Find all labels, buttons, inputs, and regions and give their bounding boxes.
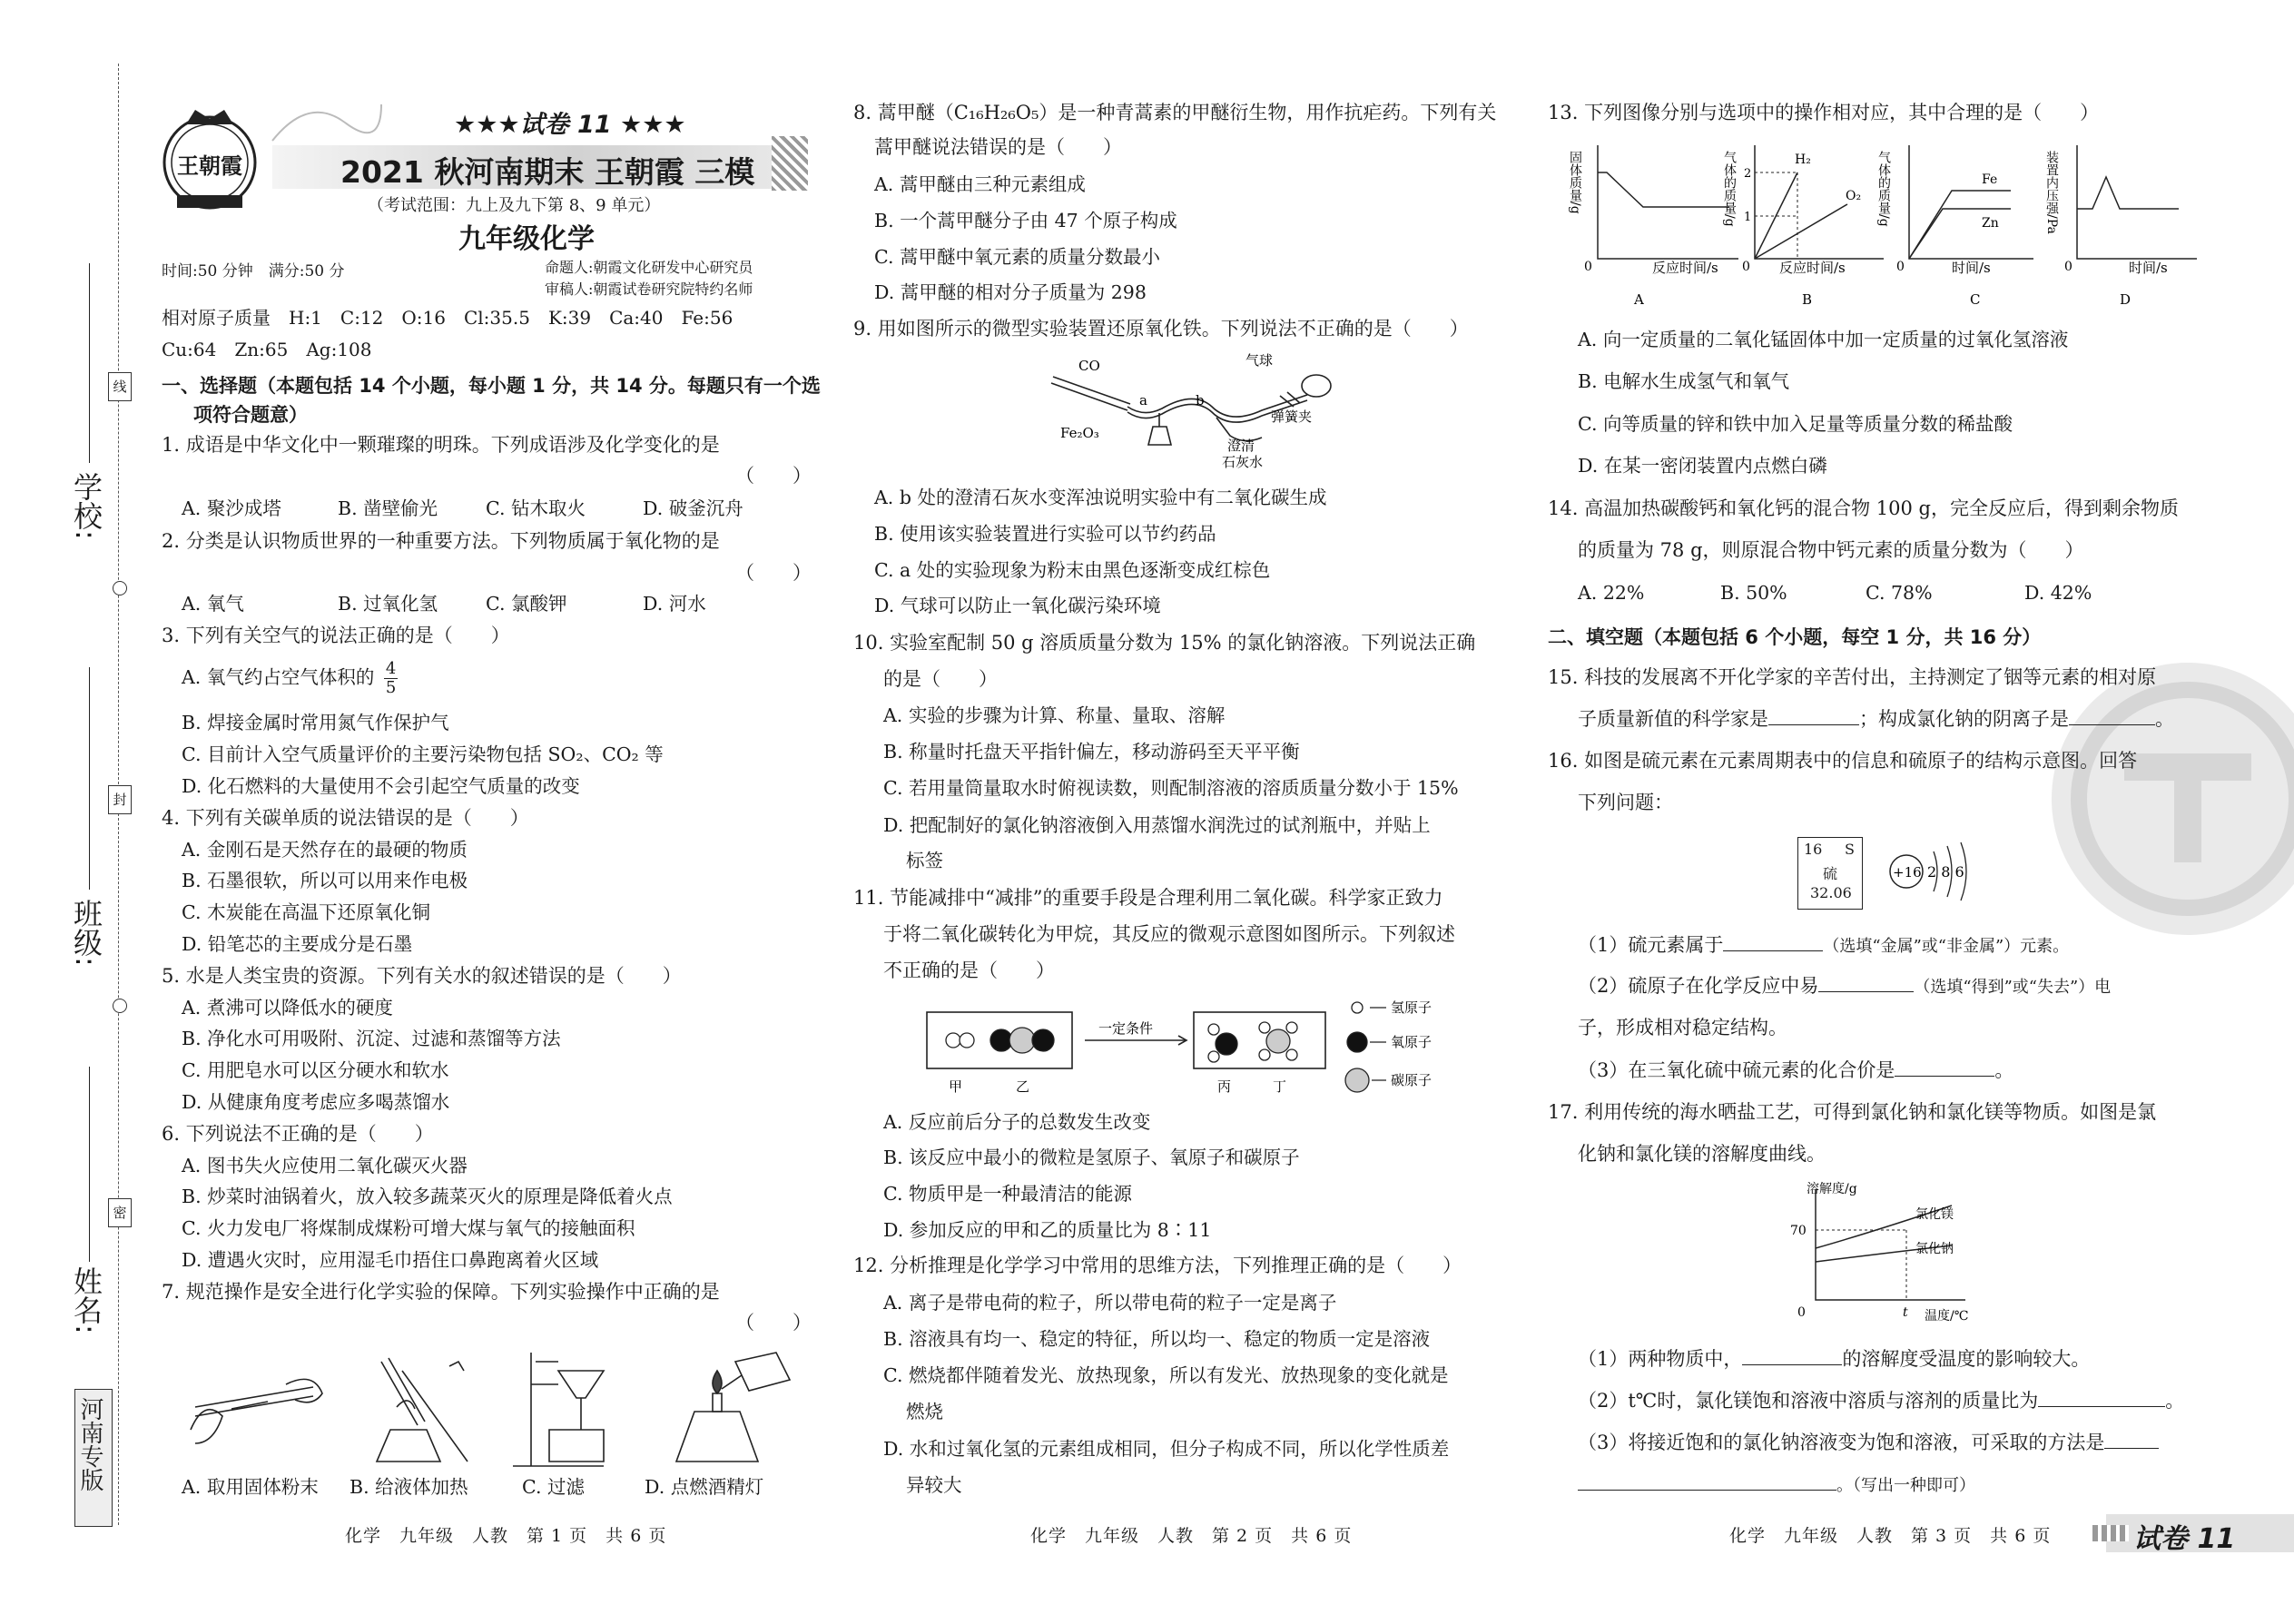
q11-molecule-yi bbox=[990, 1028, 1054, 1053]
school-field[interactable] bbox=[89, 263, 90, 463]
q17-p3 bbox=[1578, 1425, 2159, 1460]
q3-option-d[interactable]: D. 化石燃料的大量使用不会引起空气质量的改变 bbox=[182, 775, 580, 797]
q17-p2-b: 。 bbox=[2165, 1390, 2185, 1412]
footer-squares bbox=[2092, 1525, 2129, 1541]
q11-label-bing: 丙 bbox=[1217, 1078, 1232, 1095]
q11-option-d[interactable]: D. 参加反应的甲和乙的质量比为 8∶11 bbox=[883, 1219, 1212, 1241]
q11-stem-cont1: 于将二氧化碳转化为甲烷，其反应的微观示意图如图所示。下列叙述 bbox=[883, 923, 1455, 945]
q16-p3-a: （3）在三氧化硫中硫元素的化合价是 bbox=[1578, 1059, 1895, 1081]
footer-page1: 化学 九年级 人教 第 1 页 共 6 页 bbox=[345, 1526, 667, 1546]
q13-c-letter: C bbox=[1970, 291, 1981, 308]
q13-b-h2: H₂ bbox=[1795, 153, 1811, 167]
q11-option-b[interactable]: B. 该反应中最小的微粒是氢原子、氧原子和碳原子 bbox=[883, 1147, 1300, 1168]
q7-option-a[interactable]: A. 取用固体粉末 bbox=[182, 1476, 319, 1498]
q17-p3-b: 。（写出一种即可） bbox=[1836, 1476, 1975, 1495]
q9-label-fe2o3: Fe₂O₃ bbox=[1060, 425, 1099, 441]
q13-option-a[interactable]: A. 向一定质量的二氧化锰固体中加一定质量的过氧化氢溶液 bbox=[1578, 329, 2069, 350]
time-info: 时间:50 分钟 满分:50 分 bbox=[162, 262, 345, 281]
q13-a-ylabel: 固体质量/g bbox=[1568, 151, 1582, 214]
q17-p2-a: （2）t℃时，氯化镁饱和溶液中溶质与溶剂的质量比为 bbox=[1578, 1390, 2039, 1412]
q17-solubility-graph bbox=[1770, 1180, 1988, 1325]
binding-dot-2 bbox=[113, 999, 127, 1013]
q9-apparatus bbox=[1044, 354, 1334, 477]
school-label: 学校: bbox=[69, 472, 103, 540]
q1-answer-paren[interactable]: （ ） bbox=[735, 465, 812, 487]
q3-option-b[interactable]: B. 焊接金属时常用氮气作保护气 bbox=[182, 712, 449, 733]
q16-cell-symbol: S bbox=[1845, 841, 1855, 858]
q17-p1-b: 的溶解度受温度的影响较大。 bbox=[1842, 1348, 2091, 1370]
q13-c-ylabel: 气体的质量/g bbox=[1876, 151, 1891, 227]
q17-blank-3b[interactable] bbox=[1578, 1468, 1836, 1491]
q12-option-c-cont: 燃烧 bbox=[906, 1401, 943, 1422]
q2-option-d[interactable]: D. 河水 bbox=[643, 593, 706, 615]
brand-logo-text: 王朝霞 bbox=[177, 153, 242, 179]
q4-option-a[interactable]: A. 金刚石是天然存在的最硬的物质 bbox=[182, 839, 468, 861]
q5-option-d[interactable]: D. 从健康角度考虑应多喝蒸馏水 bbox=[182, 1091, 450, 1113]
q15-text-b: ；构成氯化钠的阴离子是 bbox=[1859, 708, 2069, 730]
q10-option-d[interactable]: D. 把配制好的氯化钠溶液倒入用蒸馏水润洗过的试剂瓶中，并贴上 bbox=[883, 814, 1431, 836]
header-checker bbox=[772, 136, 808, 191]
q12-option-b[interactable]: B. 溶液具有均一、稳定的特征，所以均一、稳定的物质一定是溶液 bbox=[883, 1328, 1431, 1350]
q14-option-b[interactable]: B. 50% bbox=[1720, 582, 1787, 604]
q11-legend-h: 氢原子 bbox=[1391, 999, 1433, 1016]
q4-option-b[interactable]: B. 石墨很软，所以可以用来作电极 bbox=[182, 870, 468, 891]
q11-label-jia: 甲 bbox=[949, 1078, 963, 1095]
q17-t-label: t bbox=[1903, 1305, 1908, 1320]
q15-text-a: 子质量新值的科学家是 bbox=[1578, 708, 1768, 730]
q7-stem: 7. 规范操作是安全进行化学实验的保障。下列实验操作中正确的是 bbox=[162, 1281, 720, 1303]
q13-b-ylabel: 气体的质量/g bbox=[1722, 151, 1737, 227]
q17-y70: 70 bbox=[1790, 1224, 1807, 1238]
q13-b-origin: 0 bbox=[1742, 260, 1750, 274]
binding-dot-1 bbox=[113, 581, 127, 595]
q9-label-b: b bbox=[1196, 392, 1205, 408]
q1-stem: 1. 成语是中华文化中一颗璀璨的明珠。下列成语涉及化学变化的是 bbox=[162, 434, 720, 456]
q3-stem: 3. 下列有关空气的说法正确的是（ ） bbox=[162, 625, 510, 646]
q13-b-tick1: 1 bbox=[1744, 211, 1752, 224]
q13-c-zn: Zn bbox=[1982, 216, 1999, 231]
q8-option-c[interactable]: C. 蒿甲醚中氧元素的质量分数最小 bbox=[874, 246, 1160, 268]
q17-xlabel: 温度/℃ bbox=[1925, 1309, 1969, 1324]
q11-legend-h-mark bbox=[1352, 1002, 1363, 1013]
exam-tag: ★★★试卷 11 ★★★ bbox=[454, 111, 686, 139]
q14-option-a[interactable]: A. 22% bbox=[1578, 582, 1645, 604]
q5-option-a[interactable]: A. 煮沸可以降低水的硬度 bbox=[182, 997, 393, 1019]
q5-option-b[interactable]: B. 净化水可用吸附、沉淀、过滤和蒸馏等方法 bbox=[182, 1028, 561, 1049]
reviewer-info: 审稿人:朝霞试卷研究院特约名师 bbox=[545, 281, 753, 298]
q17-nacl-label: 氯化钠 bbox=[1915, 1242, 1954, 1256]
q7-fig-c-filter bbox=[513, 1353, 604, 1466]
name-label: 姓名: bbox=[69, 1266, 103, 1334]
q7-option-b[interactable]: B. 给液体加热 bbox=[350, 1476, 468, 1498]
q14-option-c[interactable]: C. 78% bbox=[1866, 582, 1933, 604]
q13-d-curve bbox=[2077, 177, 2179, 209]
q7-option-c[interactable]: C. 过滤 bbox=[522, 1476, 585, 1498]
watermark-seal bbox=[2024, 654, 2288, 953]
q13-a-curve bbox=[1598, 172, 1729, 207]
q17-p3-cont bbox=[1578, 1467, 1975, 1503]
q15-blank-1[interactable] bbox=[1768, 703, 1859, 725]
q3-option-c[interactable]: C. 目前计入空气质量评价的主要污染物包括 SO₂、CO₂ 等 bbox=[182, 743, 664, 765]
class-field[interactable] bbox=[89, 667, 90, 890]
q2-stem: 2. 分类是认识物质世界的一种重要方法。下列物质属于氧化物的是 bbox=[162, 530, 720, 552]
q1-option-b[interactable]: B. 凿壁偷光 bbox=[338, 497, 438, 519]
q9-label-clamp: 弹簧夹 bbox=[1271, 408, 1313, 425]
q13-d-origin: 0 bbox=[2064, 260, 2072, 274]
q16-cell-mass: 32.06 bbox=[1810, 884, 1852, 901]
q9-option-a[interactable]: A. b 处的澄清石灰水变浑浊说明实验中有二氧化碳生成 bbox=[874, 487, 1327, 508]
q9-label-balloon: 气球 bbox=[1245, 352, 1274, 369]
q13-c-fe: Fe bbox=[1982, 172, 1998, 187]
q4-option-c[interactable]: C. 木炭能在高温下还原氧化铜 bbox=[182, 901, 430, 923]
cut-mark-seal: 封 bbox=[108, 785, 132, 814]
q12-option-c[interactable]: C. 燃烧都伴随着发光、放热现象，所以有发光、放热现象的变化就是 bbox=[883, 1364, 1449, 1386]
q15-line2 bbox=[1578, 702, 2174, 736]
q16-cell-name: 硫 bbox=[1823, 865, 1838, 882]
q16-p1 bbox=[1578, 928, 2069, 964]
exam-title: 2021 秋河南期末 王朝霞 三模 bbox=[340, 154, 755, 190]
q17-blank-1[interactable] bbox=[1742, 1343, 1842, 1365]
q17-p1-a: （1）两种物质中， bbox=[1578, 1348, 1743, 1370]
exam-scope: （考试范围：九上及九下第 8、9 单元） bbox=[368, 196, 661, 215]
q13-d-xlabel: 时间/s bbox=[2129, 260, 2168, 276]
q7-fig-a-powder bbox=[191, 1379, 322, 1443]
q13-d-ylabel: 装置内压强/Pa bbox=[2044, 151, 2059, 234]
q10-option-b[interactable]: B. 称量时托盘天平指针偏左，移动游码至天平平衡 bbox=[883, 741, 1300, 763]
q11-label-ding: 丁 bbox=[1273, 1078, 1287, 1095]
q6-option-b[interactable]: B. 炒菜时油锅着火，放入较多蔬菜灭火的原理是降低着火点 bbox=[182, 1186, 673, 1207]
q11-legend-o: 氧原子 bbox=[1391, 1034, 1433, 1050]
q5-option-c[interactable]: C. 用肥皂水可以区分硬水和软水 bbox=[182, 1059, 449, 1081]
q8-stem-cont: 蒿甲醚说法错误的是（ ） bbox=[874, 136, 1122, 158]
q10-stem: 10. 实验室配制 50 g 溶质质量分数为 15% 的氯化钠溶液。下列说法正确 bbox=[853, 632, 1476, 654]
q13-option-c[interactable]: C. 向等质量的锌和铁中加入足量等质量分数的稀盐酸 bbox=[1578, 413, 2013, 435]
q17-p2 bbox=[1578, 1383, 2184, 1418]
q15-text-c: 。 bbox=[2155, 708, 2174, 730]
q17-p3-a: （3）将接近饱和的氯化钠溶液变为饱和溶液，可采取的方法是 bbox=[1578, 1432, 2105, 1453]
q16-nucleus: +16 bbox=[1893, 864, 1922, 881]
q10-option-c[interactable]: C. 若用量筒量取水时俯视读数，则配制溶液的溶质质量分数小于 15% bbox=[883, 777, 1459, 799]
q16-p1-a: （1）硫元素属于 bbox=[1578, 934, 1724, 956]
q2-option-b[interactable]: B. 过氧化氢 bbox=[338, 593, 438, 615]
q9-option-d[interactable]: D. 气球可以防止一氧化碳污染环境 bbox=[874, 595, 1161, 616]
q11-label-yi: 乙 bbox=[1016, 1078, 1030, 1095]
q16-shells: 2 8 6 bbox=[1927, 863, 1964, 881]
section1-heading-cont: 项符合题意） bbox=[193, 404, 308, 426]
q17-line1: 17. 利用传统的海水晒盐工艺，可得到氯化钠和氯化镁等物质。如图是氯 bbox=[1548, 1101, 2157, 1123]
q5-stem: 5. 水是人类宝贵的资源。下列有关水的叙述错误的是（ ） bbox=[162, 965, 682, 987]
q9-option-b[interactable]: B. 使用该实验装置进行实验可以节约药品 bbox=[874, 523, 1216, 545]
q17-line2: 化钠和氯化镁的溶解度曲线。 bbox=[1578, 1143, 1826, 1165]
q11-stem-cont2: 不正确的是（ ） bbox=[883, 960, 1055, 981]
q10-option-d-cont: 标签 bbox=[906, 850, 943, 871]
q13-b-o2: O₂ bbox=[1846, 189, 1862, 203]
atomic-mass-line2: Cu:64 Zn:65 Ag:108 bbox=[162, 339, 372, 360]
q8-option-b[interactable]: B. 一个蒿甲醚分子由 47 个原子构成 bbox=[874, 210, 1177, 231]
q11-option-c[interactable]: C. 物质甲是一种最清洁的能源 bbox=[883, 1183, 1132, 1205]
q16-cell-number: 16 bbox=[1804, 841, 1823, 858]
q3-fraction-num: 4 bbox=[385, 659, 397, 678]
q8-option-d[interactable]: D. 蒿甲醚的相对分子质量为 298 bbox=[874, 281, 1147, 303]
q13-option-b[interactable]: B. 电解水生成氢气和氧气 bbox=[1578, 370, 1790, 392]
q6-stem: 6. 下列说法不正确的是（ ） bbox=[162, 1123, 434, 1145]
q16-p2-b: （选填“得到”或“失去”）电 bbox=[1914, 978, 2112, 997]
class-label: 班级: bbox=[69, 899, 103, 967]
q9-option-c[interactable]: C. a 处的实验现象为粉末由黑色逐渐变成红棕色 bbox=[874, 559, 1271, 581]
subject-title: 九年级化学 bbox=[458, 223, 595, 255]
q13-graph-c bbox=[1876, 136, 2038, 313]
q17-blank-3a[interactable] bbox=[2104, 1426, 2159, 1449]
q16-p2-a: （2）硫原子在化学反应中易 bbox=[1578, 975, 1819, 997]
cut-mark-secret: 密 bbox=[108, 1198, 132, 1227]
q3-option-a[interactable] bbox=[182, 660, 398, 697]
q14-option-d[interactable]: D. 42% bbox=[2024, 582, 2092, 604]
q6-option-c[interactable]: C. 火力发电厂将煤制成煤粉可增大煤与氧气的接触面积 bbox=[182, 1217, 635, 1239]
author-info: 命题人:朝霞文化研发中心研究员 bbox=[545, 259, 753, 276]
q13-a-xlabel: 反应时间/s bbox=[1652, 260, 1718, 276]
q16-p2 bbox=[1578, 969, 2111, 1005]
q13-b-letter: B bbox=[1802, 291, 1813, 308]
q13-a-origin: 0 bbox=[1584, 260, 1592, 274]
q2-option-a[interactable]: A. 氧气 bbox=[182, 593, 244, 615]
footer-page2: 化学 九年级 人教 第 2 页 共 6 页 bbox=[1030, 1526, 1353, 1546]
cut-mark-line: 线 bbox=[108, 372, 132, 401]
q9-label-limewater-2: 石灰水 bbox=[1222, 454, 1264, 470]
q7-fig-d-lamp bbox=[676, 1353, 790, 1462]
q13-option-d[interactable]: D. 在某一密闭装置内点燃白磷 bbox=[1578, 455, 1827, 477]
q3-option-a-text: A. 氧气约占空气体积的 bbox=[182, 666, 375, 688]
q16-atom-diagram bbox=[1884, 835, 1984, 908]
q16-p3-b: 。 bbox=[1994, 1059, 2014, 1081]
q8-stem: 8. 蒿甲醚（C₁₆H₂₆O₅）是一种青蒿素的甲醚衍生物，用作抗疟药。下列有关 bbox=[853, 102, 1497, 123]
brand-logo bbox=[159, 104, 261, 213]
q3-fraction bbox=[384, 660, 398, 697]
section1-heading: 一、选择题（本题包括 14 个小题，每小题 1 分，共 14 分。每题只有一个选 bbox=[162, 375, 821, 397]
q1-option-c[interactable]: C. 钻木取火 bbox=[486, 497, 586, 519]
q9-stem: 9. 用如图所示的微型实验装置还原氧化铁。下列说法不正确的是（ ） bbox=[853, 318, 1469, 340]
name-field[interactable] bbox=[89, 1067, 90, 1262]
q14-stem: 14. 高温加热碳酸钙和氧化钙的混合物 100 g，完全反应后，得到剩余物质 bbox=[1548, 497, 2179, 519]
q16-p1-b: （选填“金属”或“非金属”）元素。 bbox=[1823, 937, 2070, 956]
q12-option-a[interactable]: A. 离子是带电荷的粒子，所以带电荷的粒子一定是离子 bbox=[883, 1292, 1337, 1314]
q11-condition: 一定条件 bbox=[1098, 1020, 1154, 1037]
q13-graph-d bbox=[2044, 136, 2201, 313]
q7-fig-b-heating bbox=[377, 1358, 468, 1462]
q13-c-xlabel: 时间/s bbox=[1952, 260, 1991, 276]
q9-label-a: a bbox=[1139, 392, 1147, 408]
q13-a-letter: A bbox=[1634, 291, 1644, 308]
q17-mgcl2-label: 氯化镁 bbox=[1915, 1207, 1954, 1222]
q11-micro-diagram bbox=[921, 989, 1466, 1103]
q17-origin: 0 bbox=[1797, 1305, 1806, 1320]
q16-blank-3[interactable] bbox=[1895, 1054, 1994, 1077]
q6-option-a[interactable]: A. 图书失火应使用二氧化碳灭火器 bbox=[182, 1155, 468, 1176]
q17-ylabel: 溶解度/g bbox=[1807, 1182, 1857, 1196]
header-ribbon-decor bbox=[272, 95, 381, 150]
q13-graph-b bbox=[1722, 136, 1888, 313]
q12-stem: 12. 分析推理是化学学习中常用的思维方法，下列推理正确的是（ ） bbox=[853, 1255, 1462, 1276]
q13-c-origin: 0 bbox=[1896, 260, 1905, 274]
q16-p3 bbox=[1578, 1053, 2013, 1088]
q11-molecule-jia bbox=[946, 1033, 974, 1048]
q17-p1 bbox=[1578, 1342, 2090, 1376]
section2-heading: 二、填空题（本题包括 6 个小题，每空 1 分，共 16 分） bbox=[1548, 626, 2042, 648]
q14-stem-cont: 的质量为 78 g，则原混合物中钙元素的质量分数为（ ） bbox=[1578, 539, 2084, 561]
q11-molecule-bing bbox=[1208, 1024, 1237, 1062]
q13-b-tick2: 2 bbox=[1744, 167, 1752, 181]
q10-stem-cont: 的是（ ） bbox=[883, 668, 998, 690]
q1-option-d[interactable]: D. 破釜沉舟 bbox=[643, 497, 743, 519]
q13-b-xlabel: 反应时间/s bbox=[1779, 260, 1846, 276]
q16-element-cell bbox=[1797, 837, 1863, 910]
q7-option-d[interactable]: D. 点燃酒精灯 bbox=[645, 1476, 764, 1498]
q2-option-c[interactable]: C. 氯酸钾 bbox=[486, 593, 567, 615]
q11-option-a[interactable]: A. 反应前后分子的总数发生改变 bbox=[883, 1111, 1151, 1133]
q4-option-d[interactable]: D. 铅笔芯的主要成分是石墨 bbox=[182, 933, 413, 955]
q10-option-a[interactable]: A. 实验的步骤为计算、称量、量取、溶解 bbox=[883, 704, 1226, 726]
q16-p2-cont: 子，形成相对稳定结构。 bbox=[1578, 1017, 1787, 1038]
q3-fraction-den: 5 bbox=[385, 678, 397, 697]
q6-option-d[interactable]: D. 遭遇火灾时，应用湿毛巾捂住口鼻跑离着火区域 bbox=[182, 1249, 599, 1271]
q9-label-limewater-1: 澄清 bbox=[1227, 438, 1255, 454]
q13-stem: 13. 下列图像分别与选项中的操作相对应，其中合理的是（ ） bbox=[1548, 102, 2100, 123]
q12-option-d-cont: 异较大 bbox=[906, 1474, 962, 1496]
q9-label-co: CO bbox=[1078, 358, 1100, 374]
q11-legend-o-mark bbox=[1347, 1032, 1367, 1052]
q17-blank-2[interactable] bbox=[2038, 1384, 2165, 1407]
q16-blank-1[interactable] bbox=[1723, 929, 1823, 951]
region-box bbox=[74, 1389, 113, 1527]
q15-blank-2[interactable] bbox=[2069, 703, 2155, 725]
q8-option-a[interactable]: A. 蒿甲醚由三种元素组成 bbox=[874, 173, 1086, 195]
q13-d-letter: D bbox=[2120, 291, 2132, 308]
q11-molecule-ding bbox=[1259, 1022, 1297, 1060]
q1-option-a[interactable]: A. 聚沙成塔 bbox=[182, 497, 281, 519]
q12-option-d[interactable]: D. 水和过氧化氢的元素组成相同，但分子构成不同，所以化学性质差 bbox=[883, 1438, 1450, 1460]
q16-blank-2[interactable] bbox=[1818, 969, 1914, 992]
q7-answer-paren[interactable]: （ ） bbox=[735, 1312, 812, 1334]
q2-answer-paren[interactable]: （ ） bbox=[735, 562, 812, 584]
footer-page3: 化学 九年级 人教 第 3 页 共 6 页 bbox=[1729, 1526, 2052, 1546]
q7-figures bbox=[177, 1343, 803, 1475]
q11-legend-c-mark bbox=[1345, 1068, 1369, 1092]
q16-line1: 16. 如图是硫元素在元素周期表中的信息和硫原子的结构示意图。回答 bbox=[1548, 750, 2138, 772]
q4-stem: 4. 下列有关碳单质的说法错误的是（ ） bbox=[162, 807, 529, 829]
q16-line2: 下列问题： bbox=[1578, 792, 1673, 813]
q11-stem: 11. 节能减排中“减排”的重要手段是合理利用二氧化碳。科学家正致力 bbox=[853, 887, 1443, 909]
region-text: 河南专版 bbox=[76, 1397, 103, 1491]
footer-exam-tag: 试卷 11 bbox=[2133, 1523, 2236, 1555]
q15-line1: 15. 科技的发展离不开化学家的辛苦付出，主持测定了铟等元素的相对原 bbox=[1548, 666, 2157, 688]
q11-legend-c: 碳原子 bbox=[1391, 1072, 1433, 1088]
atomic-mass-line1: 相对原子质量 H:1 C:12 O:16 Cl:35.5 K:39 Ca:40 Fe:56 bbox=[162, 307, 733, 329]
